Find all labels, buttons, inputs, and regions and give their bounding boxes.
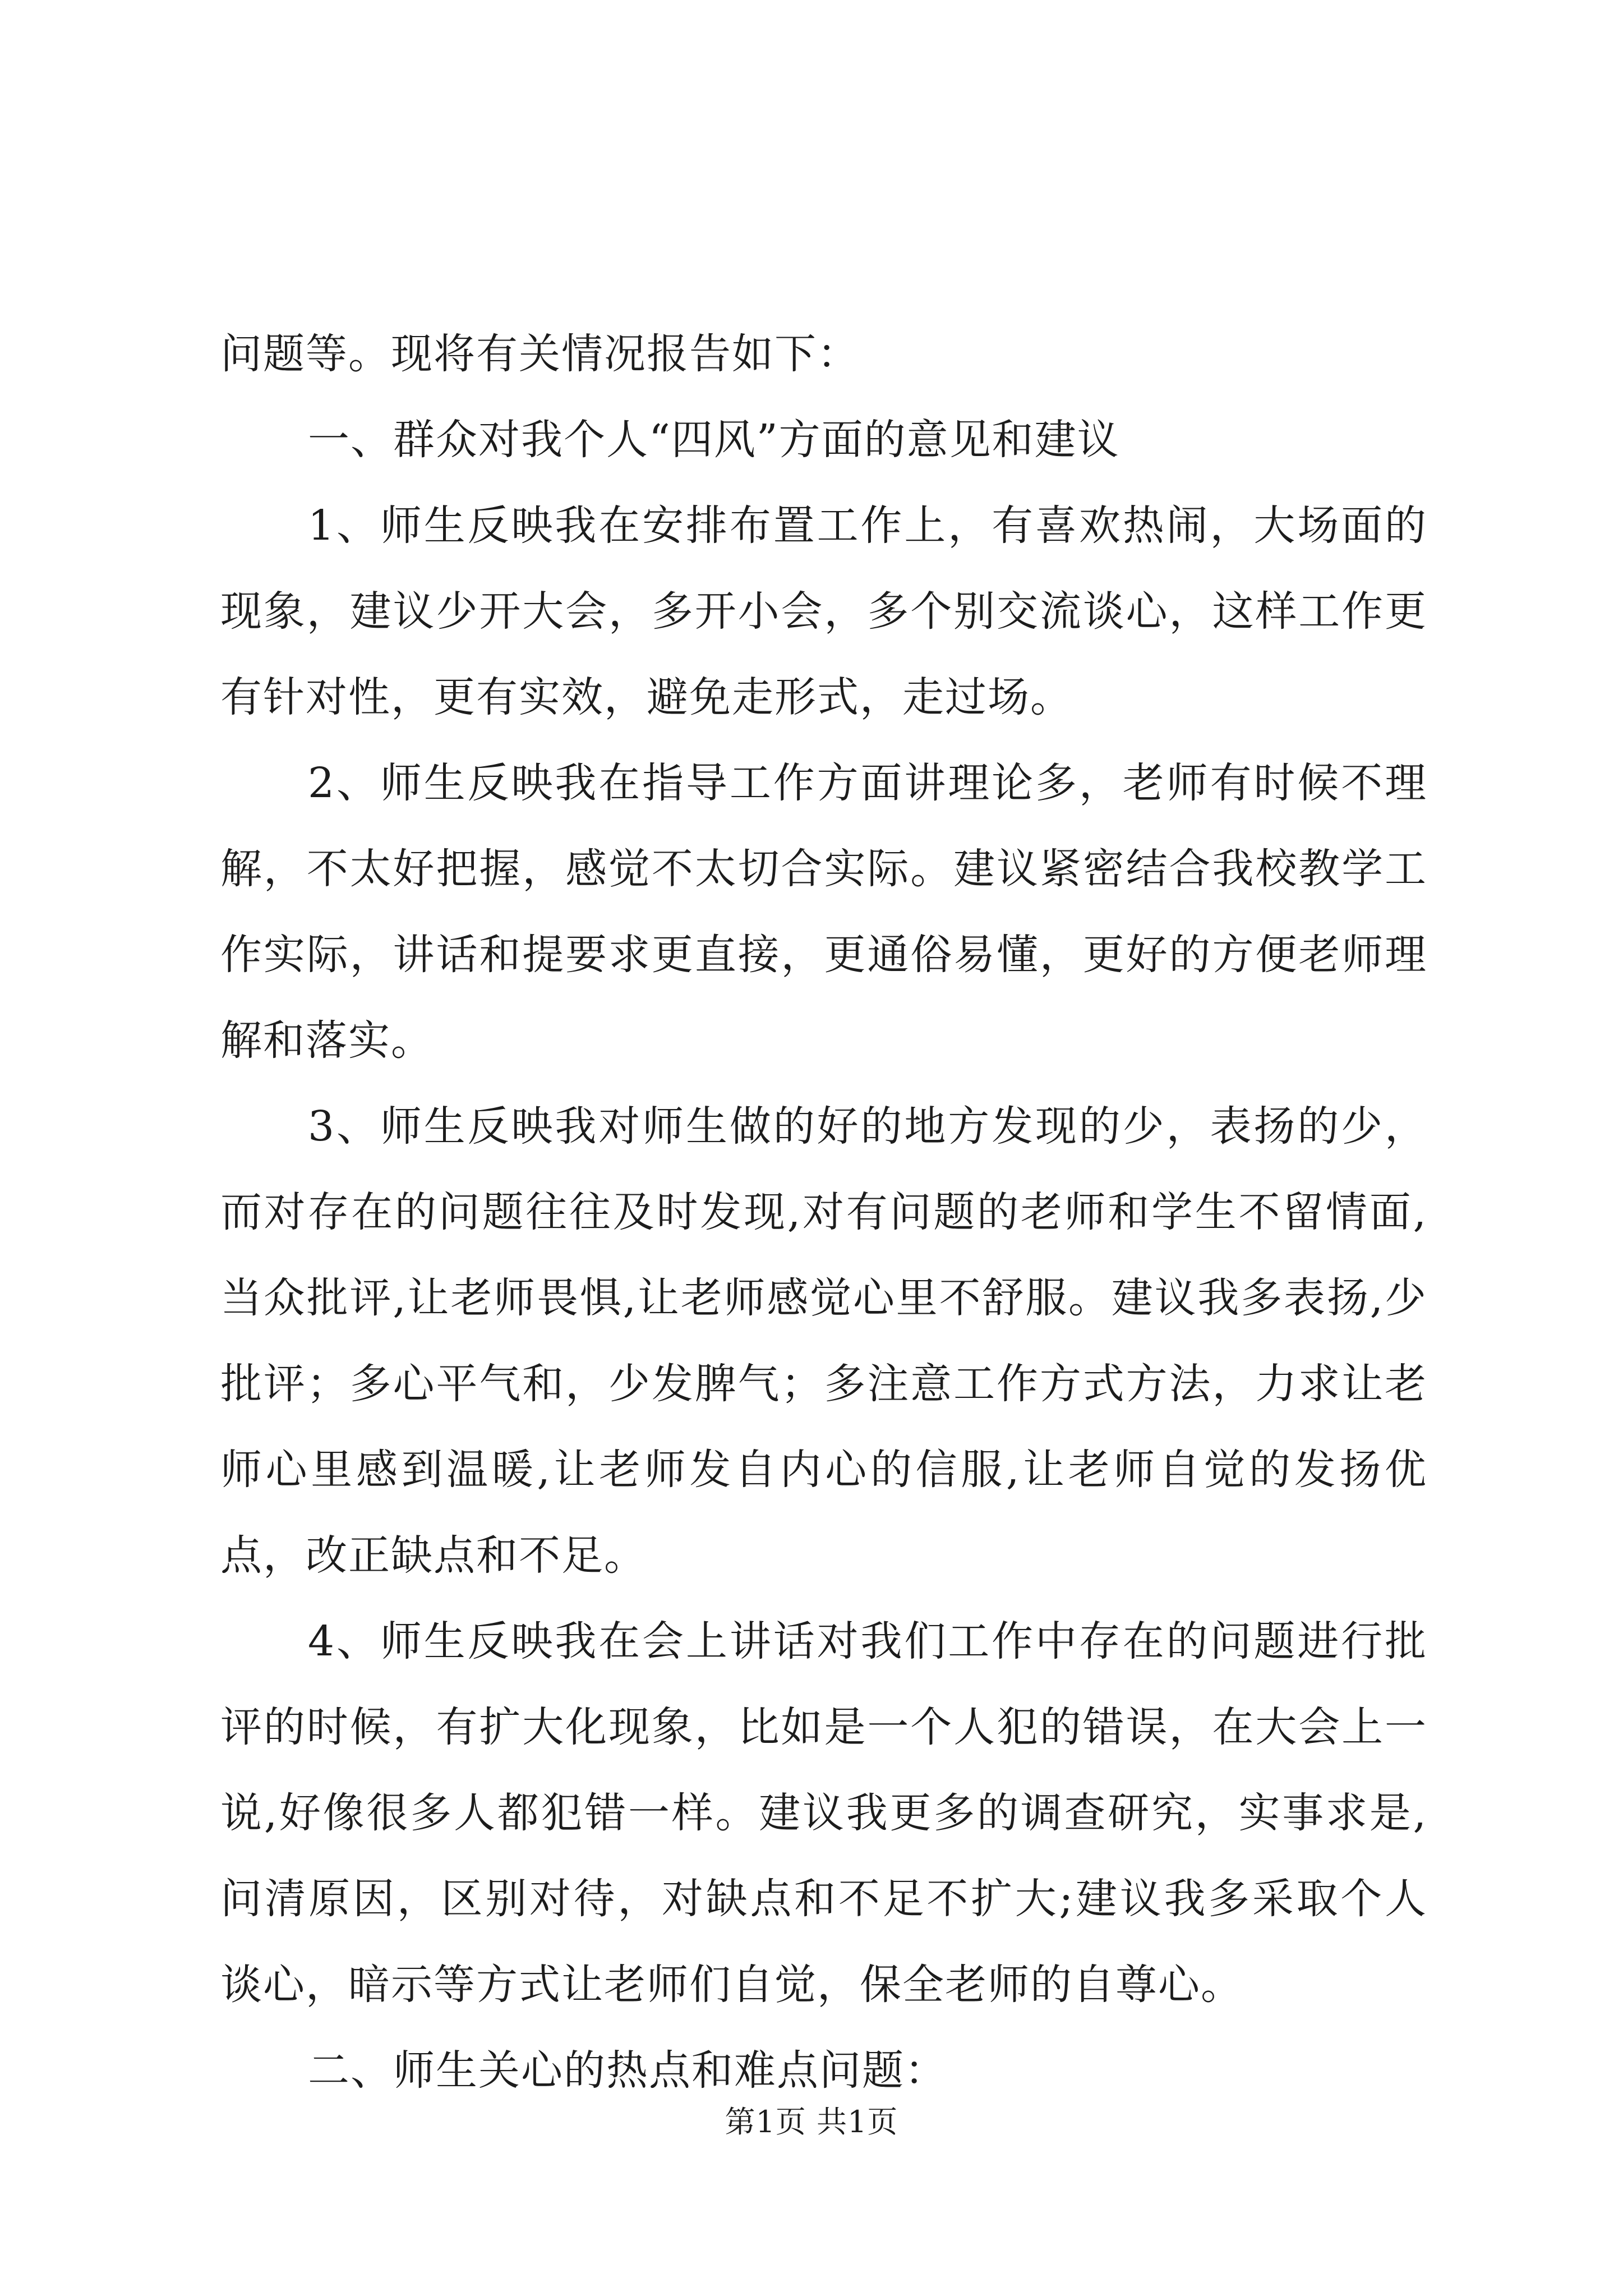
paragraph-item-2: 2、师生反映我在指导工作方面讲理论多，老师有时候不理解，不太好把握，感觉不太切合实际。建议紧密结合我校教学工作实际，讲话和提要求更直接，更通俗易懂，更好的方便老师理解和落实。	[220, 759, 1427, 1065]
section-heading-1: 一、群众对我个人“四风”方面的意见和建议	[308, 416, 1120, 464]
page-number-footer: 第1页 共1页	[725, 2104, 898, 2139]
document-body	[220, 311, 1427, 2114]
paragraph-item-4: 4、师生反映我在会上讲话对我们工作中存在的问题进行批评的时候，有扩大化现象，比如是一个人犯的错误，在大会上一说,好像很多人都犯错一样。建议我更多的调查研究，实事求是,问清原因，区别对待，对缺点和不足不扩大;建议我多采取个人谈心，暗示等方式让老师们自觉，保全老师的自尊心。	[220, 1617, 1427, 2009]
paragraph-item-1: 1、师生反映我在安排布置工作上，有喜欢热闹，大场面的现象，建议少开大会，多开小会，多个别交流谈心，这样工作更有针对性，更有实效，避免走形式，走过场。	[220, 501, 1427, 721]
section-heading-2: 二、师生关心的热点和难点问题：	[308, 2046, 947, 2095]
paragraph-intro-continuation: 问题等。现将有关情况报告如下：	[220, 330, 860, 378]
paragraph-item-3: 3、师生反映我对师生做的好的地方发现的少，表扬的少，而对存在的问题往往及时发现,对有问题的老师和学生不留情面,当众批评,让老师畏惧,让老师感觉心里不舒服。建议我多表扬,少批评；多心平气和，少发脾气；多注意工作方式方法，力求让老师心里感到温暖,让老师发自内心的信服,让老师自觉的发扬优点，改正缺点和不足。	[220, 1102, 1427, 1580]
